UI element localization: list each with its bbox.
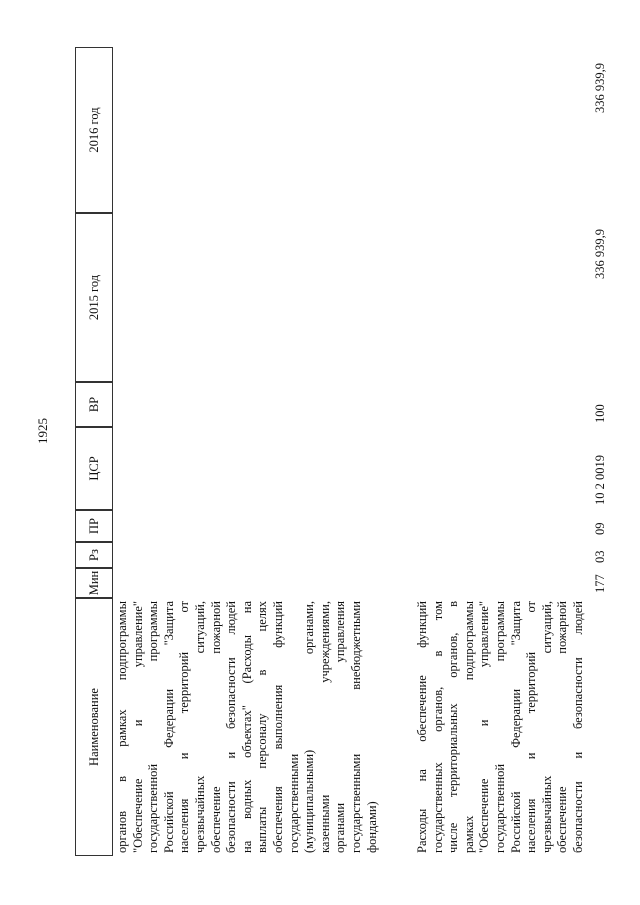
row1-line: обеспечения выполнения функций (270, 601, 285, 853)
row1-description (115, 601, 380, 853)
row1-line: государственной программы (146, 601, 161, 853)
row1-rz: 03 (593, 550, 607, 563)
row1-line: Российской Федерации "Защита (161, 601, 176, 853)
row1-2016: 336 939,9 (593, 63, 607, 113)
row2-line: безопасности и безопасности людей (570, 601, 585, 853)
row1-line: казенными учреждениями, (317, 601, 332, 853)
row2-line: государственной программы (492, 601, 507, 853)
row1-line: безопасности и безопасности людей (224, 601, 239, 853)
row1-line: на водных объектах" (Расходы на (239, 601, 254, 853)
row1-line: выплаты персоналу в целях (255, 601, 270, 853)
header-pr: ПР (75, 510, 113, 542)
row2-line: государственных органов, в том (430, 601, 445, 853)
row1-csr: 10 2 0019 (593, 455, 607, 505)
row1-line: фондами) (364, 801, 379, 853)
row2-line: Расходы на обеспечение функций (415, 601, 429, 853)
row1-line: обеспечение пожарной (208, 601, 223, 853)
row1-line: органами управления (333, 601, 348, 853)
row2-line: чрезвычайных ситуаций, (539, 601, 554, 853)
row2-line: рамках подпрограммы (461, 601, 476, 853)
row1-line: "Обеспечение и управление" (130, 601, 145, 853)
row1-line: органов в рамках подпрограммы (115, 601, 129, 853)
row1-pr: 09 (593, 522, 607, 535)
row2-line: числе территориальных органов, в (446, 601, 461, 853)
header-vr: ВР (75, 382, 113, 427)
row1-line: государственными (286, 753, 301, 853)
row2-line: обеспечение пожарной (555, 601, 570, 853)
row1-vr: 100 (593, 404, 607, 423)
header-rz: Рз (75, 542, 113, 568)
rotated-table (75, 55, 605, 855)
page-number: 1925 (35, 418, 50, 444)
row1-line: населения и территорий от (177, 601, 192, 853)
row2-description (415, 601, 587, 853)
header-name: Наименование (75, 598, 113, 856)
row1-min: 177 (593, 574, 607, 593)
row1-line: чрезвычайных ситуаций, (192, 601, 207, 853)
header-csr: ЦСР (75, 427, 113, 510)
row2-line: Российской Федерации "Защита (508, 601, 523, 853)
row1-2015: 336 939,9 (593, 229, 607, 279)
header-2016: 2016 год (75, 47, 113, 213)
header-min: Мин (75, 568, 113, 598)
row2-line: "Обеспечение и управление" (477, 601, 492, 853)
row1-line: (муниципальными) органами, (302, 601, 317, 853)
row1-line: государственными внебюджетными (348, 601, 363, 853)
header-2015: 2015 год (75, 213, 113, 382)
row2-line: населения и территорий от (524, 601, 539, 853)
